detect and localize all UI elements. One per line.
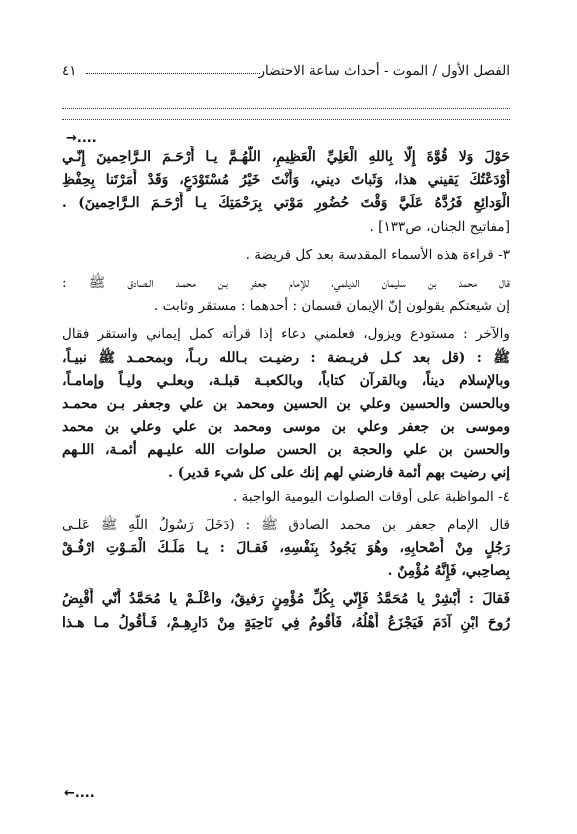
text-line: ﷺ : (قل بعد كـل فريـضة : رضيـت بـالله ربـاً، وبمحمـد ﷺ نبيـاً، <box>62 349 510 366</box>
text-line: قال الإمام جعفر بن محمد الصادق ﷺ : (دَخَلَ رَسُولُ اللّهِ ﷺ عَلـى <box>62 516 510 533</box>
text-line: والحسن بن علي والحجة بن الحسن صلوات الله عليـهم أئمـة، اللـهم <box>62 442 510 459</box>
chapter-title: الفصل الأول / الموت - أحداث ساعة الاحتضار <box>258 63 510 79</box>
text-line: إني رضيت بهم أئمة فارضني لهم إنك على كل شيء قدير) . <box>168 465 510 482</box>
text-line: أَوْدَعْتُكَ يَقيني هذا، وَثَباتَ ديني، وَأَنْتَ خَيْرُ مُسْتَوْدَعٍ، وَقَدْ أَمَرْتَنا بِحِفْظِ <box>62 172 510 189</box>
text-line: بِصاحِبي، فَإِنَّهُ مُؤْمِنٌ . <box>387 563 510 580</box>
running-header <box>62 60 510 82</box>
text-line: والآخر : مستودع ويزول، فعلمني دعاء إذا قرأته كمل إيماني واستقر فقال <box>62 326 510 343</box>
text-line: الْوَدائِعِ فَرُدَّهُ عَلَيَّ وَقْتَ حُضُورِ مَوْتي بِرَحْمَتِكَ يـا أَرْحَـمَ الـرَّاحِمينَ) . <box>62 195 510 212</box>
list-item-heading: ٣- قراءة هذه الأسماء المقدسة بعد كل فريضة . <box>245 246 510 263</box>
body-text <box>62 146 510 635</box>
text-line: وموسى بن جعفر وعلي بن موسى ومحمد بن علي وعلي بن محمد <box>62 419 510 436</box>
text-line: وبالإسلام ديناً، وبالقرآن كتاباً، وبالكعبـة قبلـة، وبعلـي وليـاً وإمامـاً، <box>62 372 510 389</box>
footnote-separator-line <box>62 119 510 120</box>
text-line: قال محمد بن سليمان الديلمي، للإمام جعفر بـن محمـد الـصادق ﷺ : <box>62 274 510 291</box>
text-line: إن شيعتكم يقولون إنّ الإيمان قسمان : أحدهما : مستقر وثابت . <box>154 298 510 315</box>
text-line: فَقالَ : أَبْشِرْ يا مُحَمَّدُ فَإِنّي بِكُلِّ مُؤْمِنٍ رَفيقٌ، واعْلَـمْ يا مُحَمَّدُ أَنّي أَقْبِضُ <box>62 591 510 608</box>
header-separator-line <box>62 108 510 109</box>
page-number: ٤١ <box>62 63 77 79</box>
text-line: رُوحَ ابْنِ آدَمَ فَيَجْزَعُ أَهْلُهُ، فَأَقُومُ فِي نَاحِيَةٍ مِنْ دَارِهِـمْ، فَـأَقُولُ مـا هـذا <box>62 614 510 631</box>
header-dotted-leader <box>86 73 260 74</box>
text-line: حَوْلَ وَلا قُوَّةَ إِلَّا بِاللهِ الْعَلِيِّ الْعَظِيمِ، اللّهُـمَّ يـا أَرْحَـمَ الـرَّاحِمينَ إِنّـي <box>62 149 510 165</box>
list-item-heading: ٤- المواظبة على أوقات الصلوات اليومية الواجبة . <box>232 488 510 505</box>
text-line: وبالحسن والحسين وعلي بن الحسين ومحمد بن علي وجعفر بـن محمـد <box>62 395 510 412</box>
text-line: رَجُلٍ مِنْ أَصْحابِهِ، وهُوَ يَجُودُ بِنَفْسِهِ، فَقـالَ : يـا مَلَـكَ الْمَـوْتِ ارْفُـقْ <box>62 540 510 556</box>
continuation-arrow-icon: →.... <box>66 131 97 146</box>
continuation-arrow-icon: ←.... <box>64 786 95 801</box>
text-line: [مفاتيح الجنان، ص١٣٣] . <box>369 218 510 235</box>
